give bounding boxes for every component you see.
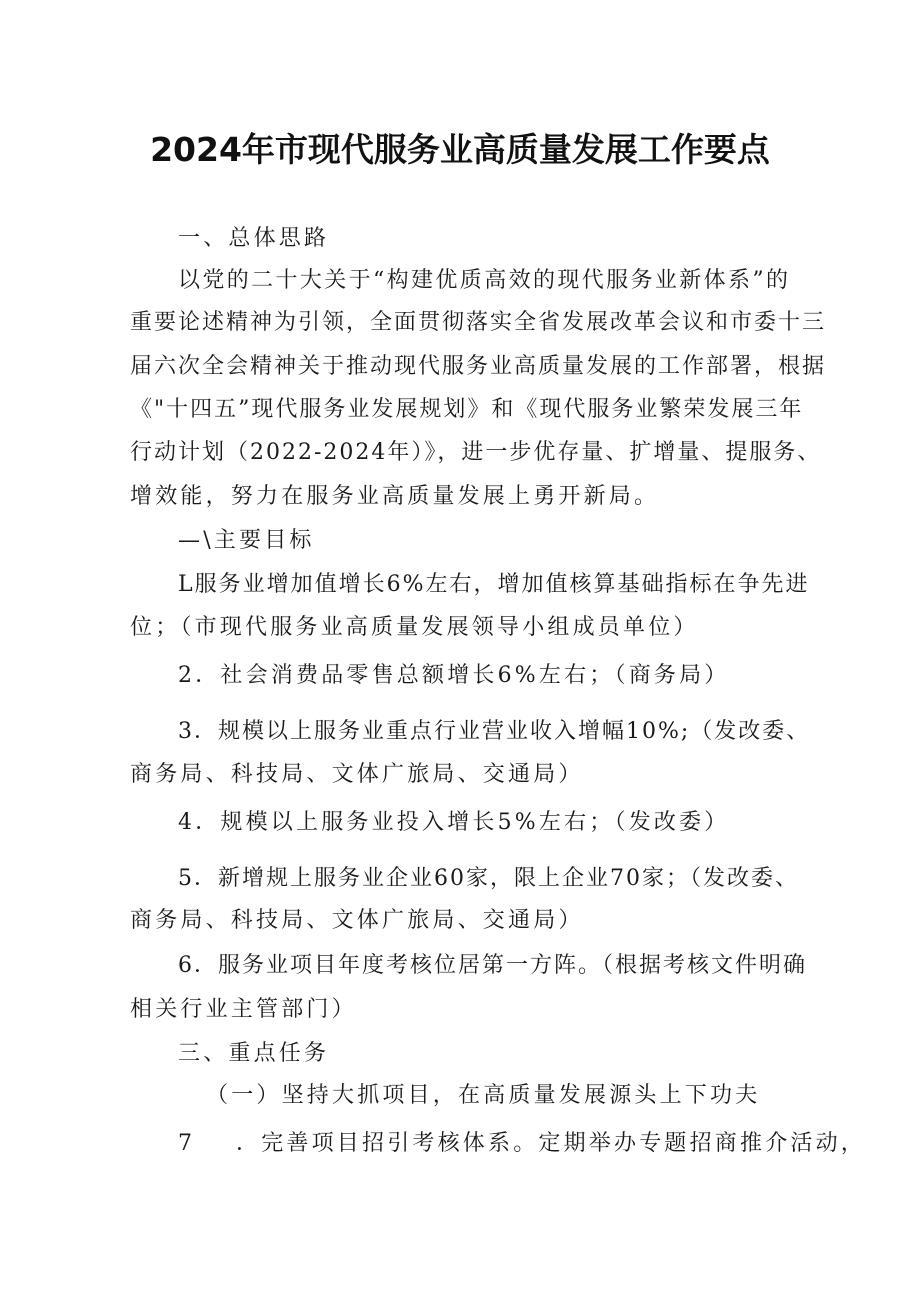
target-item-1-cont: 位；（市现代服务业高质量发展领导小组成员单位） <box>130 615 699 640</box>
task-item-7: ．完善项目招引考核体系。定期举办专题招商推介活动， <box>236 1131 867 1156</box>
target-item-3-cont: 商务局、科技局、文体广旅局、交通局） <box>130 762 584 787</box>
section-heading-overall-approach: 一、总体思路 <box>178 226 330 251</box>
paragraph-line: 增效能，努力在服务业高质量发展上勇开新局。 <box>130 484 660 509</box>
paragraph-line: 行动计划（2022-2024年）》，进一步优存量、扩增量、提服务、 <box>130 440 822 465</box>
target-item-1: L服务业增加值增长6%左右，增加值核算基础指标在争先进 <box>178 572 810 597</box>
target-item-5: 5．新增规上服务业企业60家，限上企业70家；（发改委、 <box>178 866 799 891</box>
paragraph-line: 以党的二十大关于“构建优质高效的现代服务业新体系”的 <box>178 268 790 293</box>
section-heading-key-tasks: 三、重点任务 <box>178 1041 330 1066</box>
section-heading-main-targets: —\主要目标 <box>178 528 315 553</box>
target-item-3: 3．规模以上服务业重点行业营业收入增幅10%;（发改委、 <box>178 719 811 744</box>
subsection-heading-projects: （一）坚持大抓项目，在高质量发展源头上下功夫 <box>206 1083 761 1108</box>
paragraph-line: 届六次全会精神关于推动现代服务业高质量发展的工作部署，根据 <box>130 354 827 379</box>
target-item-2: 2．社会消费品零售总额增长6%左右；（商务局） <box>178 663 730 688</box>
document-title: 2024年市现代服务业高质量发展工作要点 <box>150 130 770 169</box>
target-item-6-cont: 相关行业主管部门） <box>130 997 357 1022</box>
target-item-4: 4．规模以上服务业投入增长5%左右；（发改委） <box>178 810 730 835</box>
task-item-number: 7 <box>178 1131 196 1156</box>
target-item-6: 6．服务业项目年度考核位居第一方阵。（根据考核文件明确 <box>178 953 807 978</box>
paragraph-line: 重要论述精神为引领，全面贯彻落实全省发展改革会议和市委十三 <box>130 310 827 335</box>
paragraph-line: 《"十四五”现代服务业发展规划》和《现代服务业繁荣发展三年 <box>130 397 804 422</box>
target-item-5-cont: 商务局、科技局、文体广旅局、交通局） <box>130 908 584 933</box>
